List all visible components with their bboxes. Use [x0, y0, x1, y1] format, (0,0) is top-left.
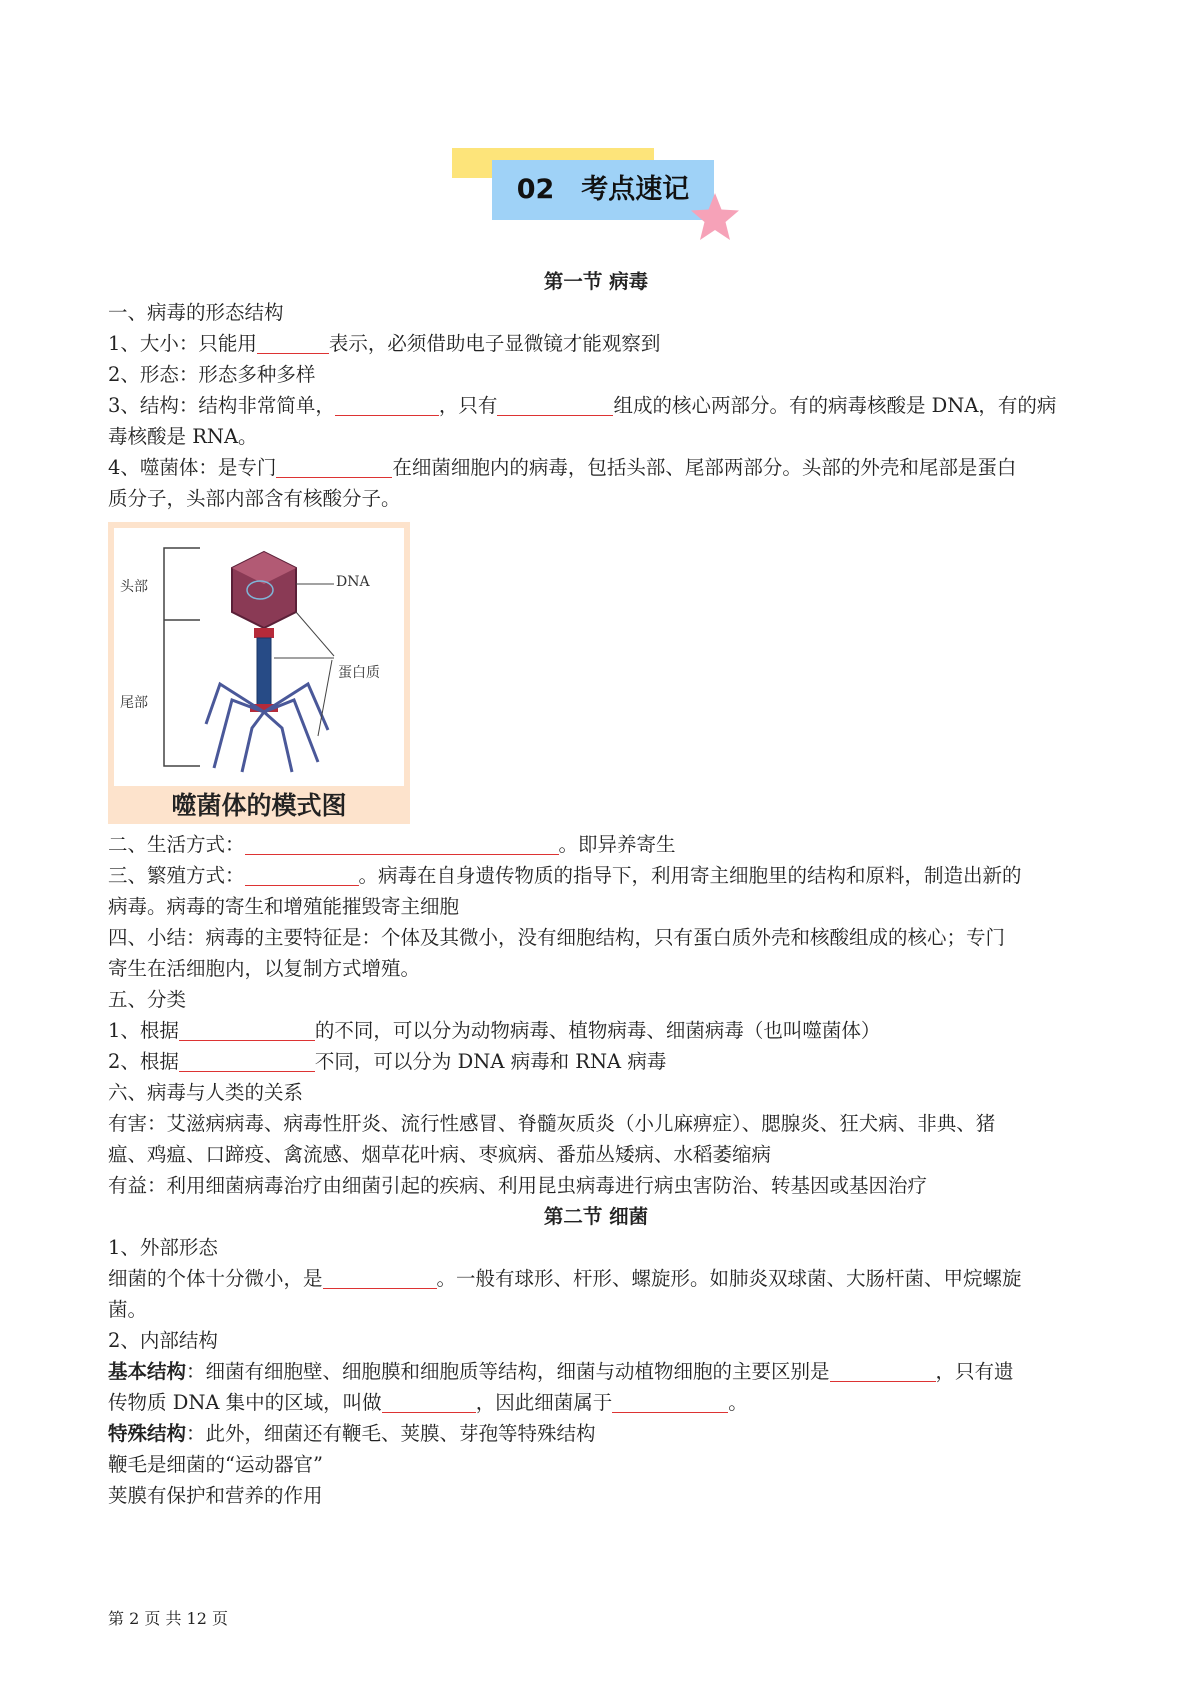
item-structure: 3、结构：结构非常简单， ，只有 组成的核心两部分。有的病毒核酸是 DNA，有的病 [108, 394, 1057, 417]
section1-body-top [108, 266, 1084, 514]
capsule-text: 荚膜有保护和营养的作用 [108, 1484, 323, 1507]
item-size: 1、大小：只能用 表示，必须借助电子显微镜才能观察到 [108, 332, 661, 355]
section2-title: 第二节 细菌 [543, 1205, 649, 1228]
blank-lifestyle[interactable] [245, 834, 559, 855]
special-structure: 特殊结构：此外，细菌还有鞭毛、荚膜、芽孢等特殊结构 [108, 1422, 596, 1445]
blank-prokaryote[interactable] [612, 1392, 728, 1413]
external-text-cont: 菌。 [108, 1298, 148, 1321]
blank-main-difference[interactable] [830, 1361, 936, 1382]
external-text: 细菌的个体十分微小，是 。一般有球形、杆形、螺旋形。如肺炎双球菌、大肠杆菌、甲烷螺旋 [108, 1267, 1022, 1290]
label-tail: 尾部 [120, 695, 148, 711]
heading-classification: 五、分类 [108, 988, 187, 1011]
class-item-2: 2、根据 不同，可以分为 DNA 病毒和 RNA 病毒 [108, 1050, 667, 1073]
benefit-line: 有益：利用细菌病毒治疗由细菌引起的疾病、利用昆虫病毒进行病虫害防治、转基因或基因治疗 [108, 1174, 928, 1197]
harm-line-2: 瘟、鸡瘟、口蹄疫、禽流感、烟草花叶病、枣疯病、番茄丛矮病、水稻萎缩病 [108, 1143, 772, 1166]
heading-reproduction: 三、繁殖方式： 。病毒在自身遗传物质的指导下，利用寄主细胞里的结构和原料，制造出新的 [108, 864, 1022, 887]
item-structure-cont: 毒核酸是 RNA。 [108, 425, 258, 448]
blank-class-host[interactable] [179, 1020, 315, 1041]
item-phage: 4、噬菌体：是专门 在细菌细胞内的病毒，包括头部、尾部两部分。头部的外壳和尾部是蛋白 [108, 456, 1017, 479]
heading-internal: 2、内部结构 [108, 1329, 218, 1352]
item-shape: 2、形态：形态多种多样 [108, 363, 316, 386]
harm-line-1: 有害：艾滋病病毒、病毒性肝炎、流行性感冒、脊髓灰质炎（小儿麻痹症）、腮腺炎、狂犬病、非典、猪 [108, 1112, 996, 1135]
section1-title: 第一节 病毒 [543, 270, 649, 293]
basic-structure: 基本结构：细菌有细胞壁、细胞膜和细胞质等结构，细菌与动植物细胞的主要区别是 ，只有遗 [108, 1360, 1014, 1383]
blank-nucleoid[interactable] [382, 1392, 476, 1413]
blank-class-nucleic[interactable] [179, 1051, 315, 1072]
label-head: 头部 [120, 579, 148, 595]
item-phage-cont: 质分子，头部内部含有核酸分子。 [108, 487, 401, 510]
heading-relation: 六、病毒与人类的关系 [108, 1081, 304, 1104]
blank-phage[interactable] [276, 457, 392, 478]
phage-figure [108, 522, 410, 824]
blank-size[interactable] [257, 333, 329, 354]
blank-reproduction[interactable] [245, 865, 359, 886]
page-footer: 第 2 页 共 12 页 [108, 1609, 228, 1628]
section1-body-bottom [108, 829, 1084, 1511]
blank-structure-2[interactable] [497, 395, 613, 416]
blank-external[interactable] [323, 1268, 437, 1289]
phage-diagram [114, 528, 404, 786]
page-title: 02 考点速记 [516, 174, 690, 205]
flagella-text: 鞭毛是细菌的“运动器官” [108, 1453, 323, 1476]
heading-external: 1、外部形态 [108, 1236, 218, 1259]
class-item-1: 1、根据 的不同，可以分为动物病毒、植物病毒、细菌病毒（也叫噬菌体） [108, 1019, 881, 1042]
reproduction-cont: 病毒。病毒的寄生和增殖能摧毁寄主细胞 [108, 895, 460, 918]
star-icon [688, 190, 742, 244]
heading-morphology: 一、病毒的形态结构 [108, 301, 284, 324]
label-protein: 蛋白质 [338, 665, 380, 681]
phage-illustration [114, 528, 404, 786]
figure-caption: 噬菌体的模式图 [171, 791, 347, 820]
blank-structure-1[interactable] [335, 395, 439, 416]
section-badge [452, 148, 742, 258]
label-dna: DNA [336, 574, 370, 590]
heading-summary: 四、小结：病毒的主要特征是：个体及其微小，没有细胞结构，只有蛋白质外壳和核酸组成的核心；专门 [108, 926, 1006, 949]
heading-lifestyle: 二、生活方式： 。即异养寄生 [108, 833, 676, 856]
summary-cont: 寄生在活细胞内，以复制方式增殖。 [108, 957, 421, 980]
basic-structure-cont: 传物质 DNA 集中的区域，叫做 ，因此细菌属于 。 [108, 1391, 748, 1414]
